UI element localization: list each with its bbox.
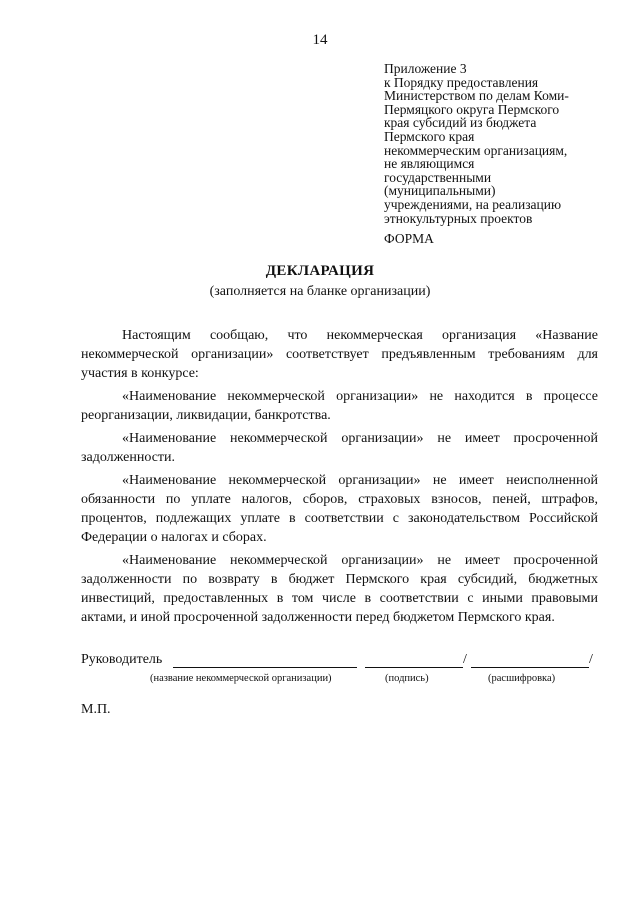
- appendix-line: учреждениями, на реализацию: [384, 196, 562, 212]
- caption-signature: (подпись): [385, 673, 429, 684]
- document-subtitle: (заполняется на бланке организации): [209, 284, 431, 299]
- paragraph: «Наименование некоммерческой организации» не имеет просроченной задолженности.: [81, 431, 598, 465]
- appendix-line: государственными: [384, 169, 492, 185]
- appendix-line: этнокультурных проектов: [384, 210, 533, 226]
- signature-line: [365, 667, 463, 668]
- paragraph: «Наименование некоммерческой организации» не имеет просроченной задолженности по возврату в бюджет Пермского края субсидий, бюджетных инвестиций, предоставленных в том числе в соответствии с иными правовыми актами, и иной просроченной задолженности перед бюджетом Пермского края.: [81, 553, 598, 625]
- slash-left: /: [463, 652, 467, 667]
- appendix-line: Пермского края: [384, 128, 475, 144]
- appendix-line: Пермяцкого округа Пермского: [384, 101, 560, 117]
- document-title: ДЕКЛАРАЦИЯ: [265, 263, 375, 279]
- signature-row: [81, 652, 601, 672]
- caption-org-name: (название некоммерческой организации): [150, 673, 332, 684]
- appendix-line: некоммерческим организациям,: [384, 142, 568, 158]
- decode-line: [471, 667, 589, 668]
- form-label: ФОРМА: [384, 231, 434, 246]
- page-number: 14: [312, 32, 328, 48]
- paragraph: «Наименование некоммерческой организации» не имеет неисполненной обязанности по уплате налогов, сборов, страховых взносов, пеней, штрафов, процентов, подлежащих уплате в соответствии с законодательством Российской Федерации о налогах и сборах.: [81, 473, 598, 545]
- stamp-label: М.П.: [81, 702, 111, 717]
- paragraph: Настоящим сообщаю, что некоммерческая организация «Название некоммерческой организации» соответствует предъявленным требованиям для участия в конкурсе:: [81, 328, 598, 381]
- paragraph: «Наименование некоммерческой организации» не находится в процессе реорганизации, ликвидации, банкротства.: [81, 389, 598, 423]
- caption-decode: (расшифровка): [488, 673, 556, 684]
- signature-label: Руководитель: [81, 652, 163, 667]
- appendix-line: края субсидий из бюджета: [384, 115, 537, 131]
- org-name-line: [173, 667, 357, 668]
- appendix-line: не являющимся: [384, 156, 475, 172]
- declaration-body: [81, 326, 598, 631]
- appendix-line: Министерством по делам Коми-: [384, 88, 569, 104]
- appendix-line: Приложение 3: [384, 61, 467, 76]
- appendix-line: (муниципальными): [384, 183, 496, 199]
- appendix-header: [384, 62, 614, 225]
- appendix-line: к Порядку предоставления: [384, 74, 539, 90]
- slash-right: /: [589, 652, 593, 667]
